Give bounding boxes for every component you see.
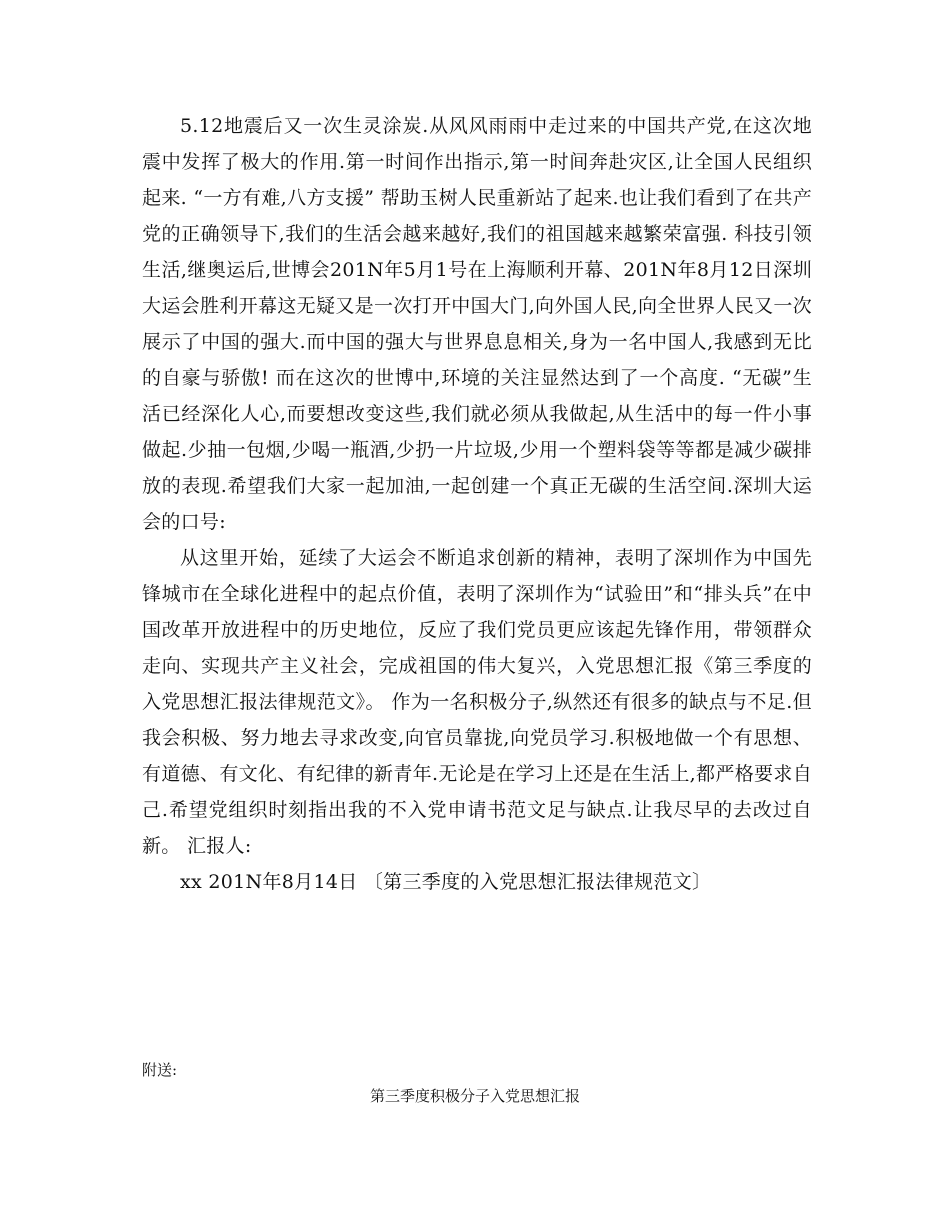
- paragraph-3-signature-date: xx 201N年8月14日 〔第三季度的入党思想汇报法律规范文〕: [180, 871, 712, 893]
- document-body: [142, 108, 812, 900]
- paragraph-2: 从这里开始，延续了大运会不断追求创新的精神，表明了深圳作为中国先锋城市在全球化进程中的起点价值，表明了深圳作为“试验田”和“排头兵”在中国改革开放进程中的历史地位，反应了我们党员更应该起先锋作用，带领群众走向、实现共产主义社会，完成祖国的伟大复兴，入党思想汇报《第三季度的入党思想汇报法律规范文》。 作为一名积极分子,纵然还有很多的缺点与不足.但我会积极、努力地去寻求改变,向官员靠拢,向党员学习.积极地做一个有思想、有道德、有文化、有纪律的新青年.无论是在学习上还是在生活上,都严格要求自己.希望党组织时刻指出我的不入党申请书范文足与缺点.让我尽早的去改过自新。 汇报人:: [142, 547, 812, 857]
- attachment-title: 第三季度积极分子入党思想汇报: [369, 1087, 580, 1105]
- paragraph-1: 5.12地震后又一次生灵涂炭.从风风雨雨中走过来的中国共产党,在这次地震中发挥了极大的作用.第一时间作出指示,第一时间奔赴灾区,让全国人民组织起来. “一方有难,八方支援” 帮助玉树人民重新站了起来.也让我们看到了在共产党的正确领导下,我们的生活会越来越好,我们的祖国越来越繁荣富强. 科技引领生活,继奥运后,世博会201N年5月1号在上海顺利开幕、201N年8月12日深圳大运会胜利开幕这无疑又是一次打开中国大门,向外国人民,向全世界人民又一次展示了中国的强大.而中国的强大与世界息息相关,身为一名中国人,我感到无比的自豪与骄傲! 而在这次的世博中,环境的关注显然达到了一个高度. “无碳”生活已经深化人心,而要想改变这些,我们就必须从我做起,从生活中的每一件小事做起.少抽一包烟,少喝一瓶酒,少扔一片垃圾,少用一个塑料袋等等都是减少碳排放的表现.希望我们大家一起加油,一起创建一个真正无碳的生活空间.深圳大运会的口号:: [142, 115, 812, 533]
- attachment-label: 附送:: [142, 1061, 178, 1079]
